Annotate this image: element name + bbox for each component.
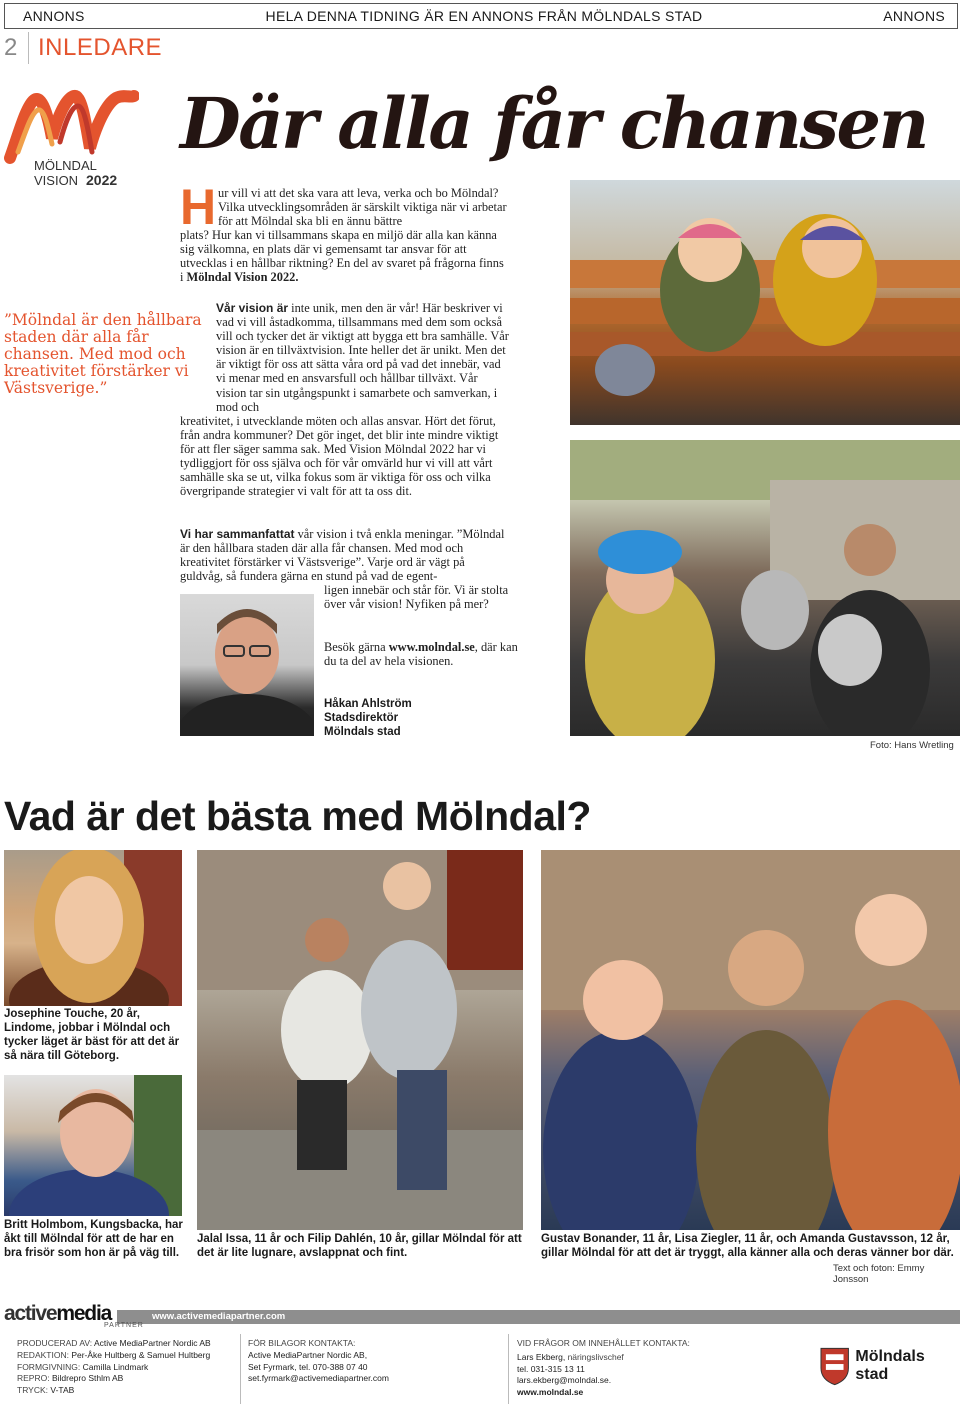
caption-gustav: Gustav Bonander, 11 år, Lisa Ziegler, 11 år, och Amanda Gustavsson, 12 år, gillar Mölndal för att det är tryggt, alla känner alla och deras vänner bor där. — [541, 1233, 954, 1259]
signature-org: Mölndals stad — [324, 726, 401, 738]
brand-b: media — [56, 1302, 112, 1325]
paragraph-vision-cont: kreativitet, i utvecklande möten och allas ansvar. Hört det förut, från andra kommuner? Det gör inget, det blir inte mindre viktigt för att fler säger samma sak. Med Vision Mölndal 2022 har vi tydliggjort för oss själva och för vår omvärld hur vi vill att vårt samhälle ska se ut, vilka fokus som är viktiga för oss och vilka övergripande strategier vi valt för att ta oss dit. — [180, 414, 499, 499]
city-name: Mölndals stad — [855, 1348, 925, 1383]
pull-quote: ”Mölndal är den hållbara staden där alla får chansen. Med mod och kreativitet förstärker vi Västsverige.” — [4, 311, 202, 397]
intro-strong: Mölndal Vision 2022. — [186, 270, 299, 285]
contact-web[interactable]: www.molndal.se — [517, 1387, 584, 1398]
photo-jalal-filip — [197, 850, 523, 1230]
caption-jalal: Jalal Issa, 11 år och Filip Dahlén, 10 år, gillar Mölndal för att det är lite lugnare, avslappnat och fint. — [197, 1233, 522, 1259]
footer-contact-ads — [248, 1338, 438, 1385]
caption-josephine: Josephine Touche, 20 år, Lindome, jobbar i Mölndal och tycker läget är bäst för att det är så nära till Göteborg. — [4, 1008, 180, 1062]
contact-email[interactable]: set.fyrmark@activemediapartner.com — [248, 1373, 389, 1384]
para-lead: Vi har sammanfattat — [180, 527, 295, 541]
photo-hakan-ahlstrom — [180, 594, 314, 736]
para-text: inte unik, men den är vår! Här beskriver vi vad vi vill åstadkomma, tillsammans med dem som också vill och tycker det är viktigt att bygga ett bra samhälle. Vår vision är en tillväxtvision. Inte heller det är unikt. Men det är viktigt för oss att sätta våra ord på vad det innebär, vad vi menar med en ansvarsfull och hållbar tillväxt. Vår vision tar sin utgångspunkt i samarbete och samverkan, i mod och — [216, 301, 509, 414]
paragraph-vision — [216, 301, 510, 414]
activemedia-url[interactable]: www.activemediapartner.com — [152, 1311, 286, 1322]
contact-title: FÖR BILAGOR KONTAKTA: — [248, 1338, 356, 1348]
drop-cap: H — [180, 179, 217, 235]
footer-divider — [240, 1334, 241, 1404]
section-title: INLEDARE — [38, 34, 163, 61]
footer-bar — [4, 1310, 960, 1324]
contact-line: Active MediaPartner Nordic AB, — [248, 1349, 368, 1360]
banner-right: ANNONS — [883, 8, 945, 24]
photo-gustav-lisa-amanda — [541, 850, 960, 1230]
footer-divider — [508, 1334, 509, 1404]
visit-post: , där kan du ta del av hela visionen. — [324, 640, 518, 669]
survey-heading: Vad är det bästa med Mölndal? — [4, 793, 591, 839]
activemedia-logo — [4, 1302, 117, 1326]
banner-left: ANNONS — [23, 8, 85, 24]
paragraph-summary-cont: ligen innebär och står för. Vi är stolta över vår vision! Nyfiken på mer? — [324, 583, 509, 612]
page-number: 2 — [4, 34, 18, 61]
visit-text — [324, 640, 524, 668]
activemedia-partner: PARTNER — [104, 1322, 144, 1329]
banner-center: HELA DENNA TIDNING ÄR EN ANNONS FRÅN MÖLNDALS STAD — [265, 8, 703, 24]
photo-josephine — [4, 850, 182, 1006]
coat-of-arms-icon — [820, 1346, 849, 1386]
visit-link[interactable]: www.molndal.se — [388, 640, 475, 654]
credit-row: TRYCK: V-TAB — [17, 1385, 75, 1396]
brand-a: active — [4, 1302, 57, 1325]
article-headline: Där alla får chansen — [180, 82, 927, 165]
contact-name: Lars Ekberg, näringslivschef — [517, 1351, 624, 1362]
intro-text-first: ur vill vi att det ska vara att leva, verka och bo Mölndal? Vilka utvecklingsområden är särskilt viktiga när vi arbetar för att Mölndal ska bli en ännu bättre — [218, 186, 507, 229]
visit-pre: Besök gärna — [324, 640, 389, 654]
logo-year: 2022 — [86, 172, 118, 188]
caption-britt: Britt Holmbom, Kungsbacka, har åkt till Mölndal för att de har en bra frisör som hon är på väg till. — [4, 1219, 183, 1259]
photo-parade-drummers — [570, 440, 960, 736]
paragraph-summary — [180, 527, 510, 583]
molndal-vision-logo — [4, 86, 139, 196]
para-lead: Vår vision är — [216, 301, 289, 315]
para-text: vår vision i två enkla meningar. ”Mölndal är den hållbara staden där alla får chansen. Med mod och kreativitet förstärker vi Västsverige”. Varje ord är vägt på guldvåg, så fundera gärna en stund på vad de egent- — [180, 527, 505, 584]
signature-name: Håkan Ahlström — [324, 698, 412, 710]
footer-contact-content — [517, 1338, 717, 1399]
photo-children-on-bench — [570, 180, 960, 425]
footer-credits — [17, 1338, 237, 1397]
contact-tel: tel. 031-315 13 11 — [517, 1363, 585, 1374]
divider — [28, 32, 29, 64]
credit-row: REDAKTION: Per-Åke Hultberg & Samuel Hultberg — [17, 1349, 211, 1360]
intro-rest: plats? Hur kan vi tillsammans skapa en miljö där alla kan känna sig välkomna, en plats där vi gemensamt tar ansvar för att utvecklas i en hållbar riktning? En del av svaret på frågorna finns i — [180, 228, 504, 285]
logo-text-1: MÖLNDAL — [34, 158, 97, 173]
credit-row: REPRO: Bildrepro Sthlm AB — [17, 1373, 124, 1384]
survey-credit: Text och foton: Emmy Jonsson — [833, 1263, 925, 1285]
signature — [324, 697, 524, 739]
contact-title: VID FRÅGOR OM INNEHÅLLET KONTAKTA: — [517, 1338, 690, 1348]
photo-britt — [4, 1075, 182, 1216]
contact-line: Set Fyrmark, tel. 070-388 07 40 — [248, 1361, 368, 1372]
signature-title: Stadsdirektör — [324, 712, 399, 724]
intro-text — [180, 228, 510, 284]
photo-credit: Foto: Hans Wretling — [870, 740, 954, 751]
logo-text-2: VISION — [34, 173, 79, 188]
ad-banner — [4, 3, 958, 29]
contact-email[interactable]: lars.ekberg@molndal.se. — [517, 1375, 612, 1386]
credit-row: FORMGIVNING: Camilla Lindmark — [17, 1361, 149, 1372]
credit-row: PRODUCERAD AV: Active MediaPartner Nordic AB — [17, 1338, 211, 1348]
molndals-stad-logo — [820, 1346, 960, 1386]
